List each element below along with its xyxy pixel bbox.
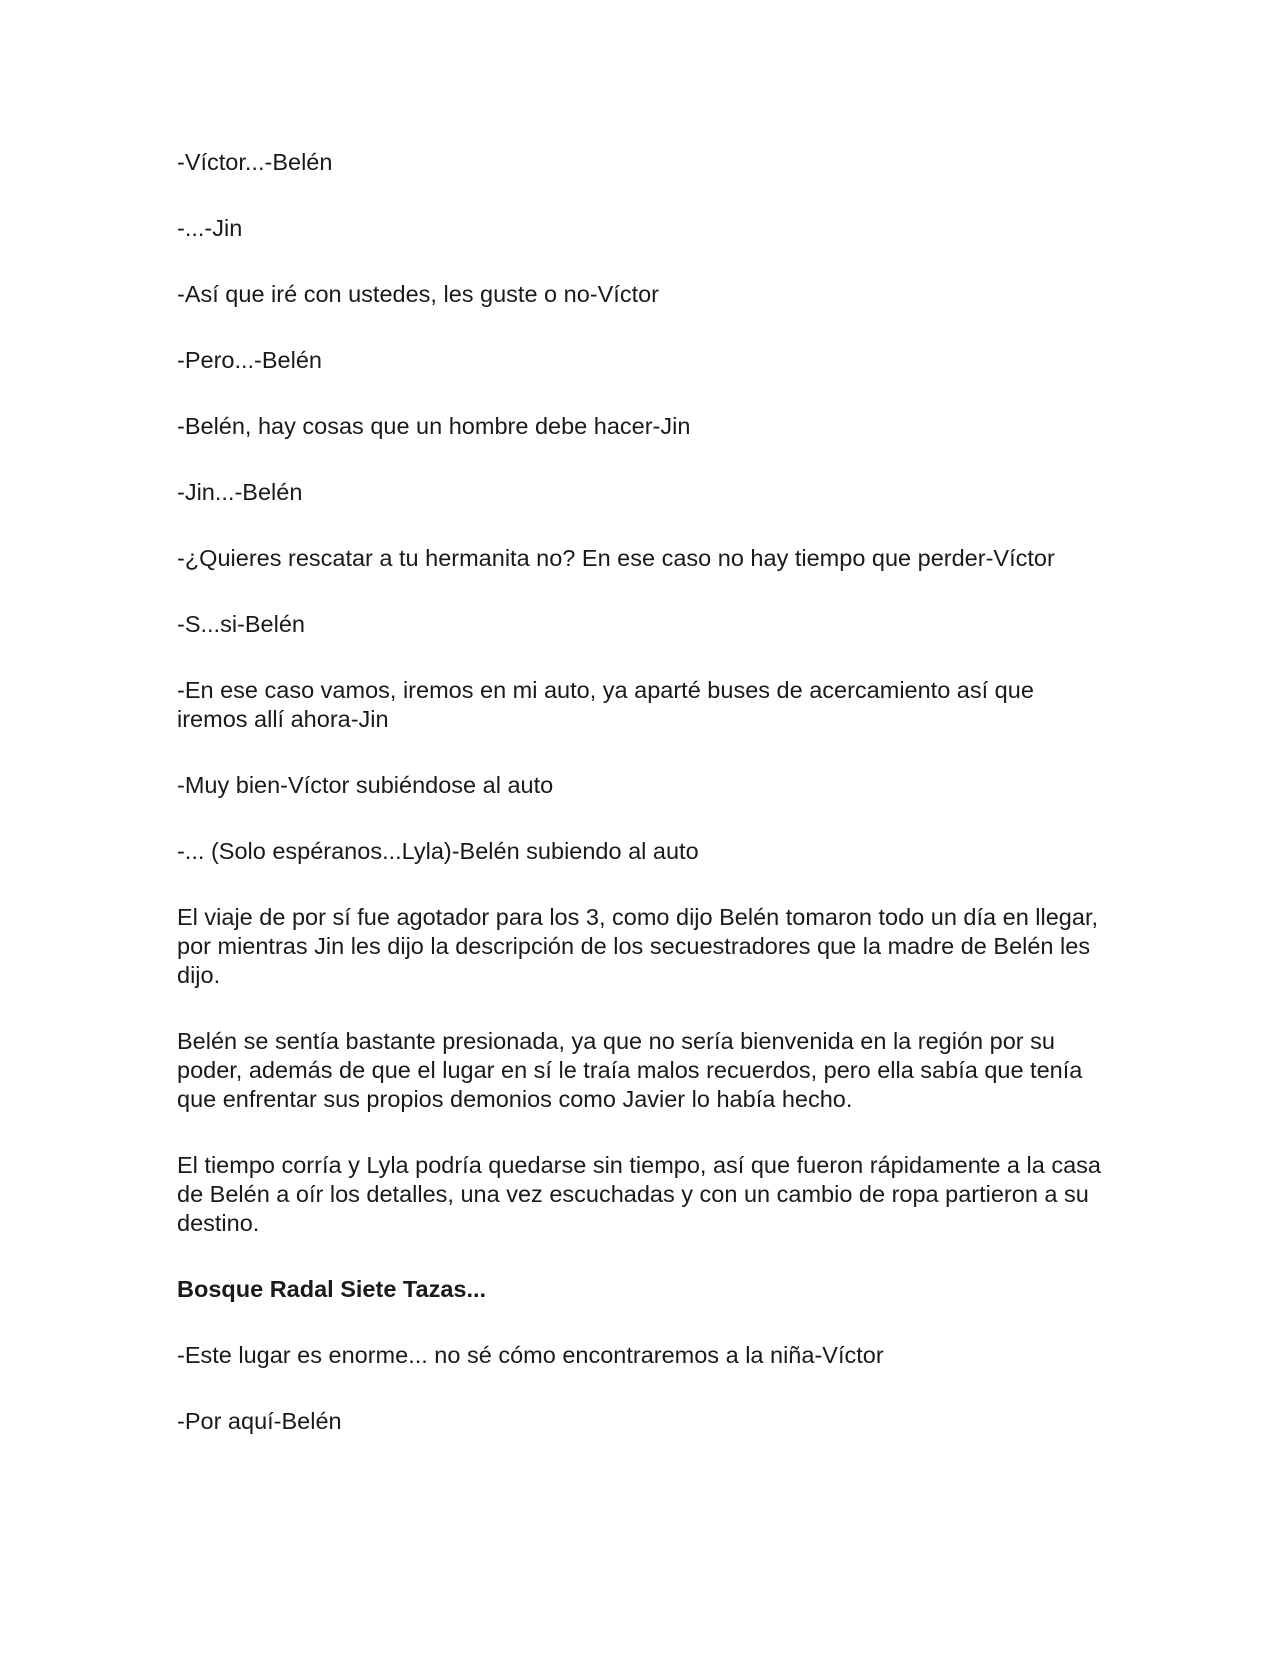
dialogue-line: -Pero...-Belén bbox=[177, 347, 322, 373]
dialogue-line: -Por aquí-Belén bbox=[177, 1408, 342, 1434]
narrative-paragraph: El tiempo corría y Lyla podría quedarse sin tiempo, así que fueron rápidamente a la casa de Belén a oír los detalles, una vez escuchadas y con un cambio de ropa partieron a su destino. bbox=[177, 1152, 1101, 1236]
dialogue-line: -... (Solo espéranos...Lyla)-Belén subiendo al auto bbox=[177, 838, 699, 864]
dialogue-line: -S...si-Belén bbox=[177, 611, 305, 637]
dialogue-line: -Muy bien-Víctor subiéndose al auto bbox=[177, 772, 554, 798]
dialogue-line: -...-Jin bbox=[177, 215, 243, 241]
scene-heading: Bosque Radal Siete Tazas... bbox=[177, 1276, 487, 1302]
document-body bbox=[177, 148, 1107, 1473]
dialogue-line: -Belén, hay cosas que un hombre debe hacer-Jin bbox=[177, 413, 691, 439]
narrative-paragraph: Belén se sentía bastante presionada, ya que no sería bienvenida en la región por su poder, además de que el lugar en sí le traía malos recuerdos, pero ella sabía que tenía que enfrentar sus propios demonios como Javier lo había hecho. bbox=[177, 1028, 1083, 1112]
dialogue-line: -¿Quieres rescatar a tu hermanita no? En ese caso no hay tiempo que perder-Víctor bbox=[177, 545, 1055, 571]
dialogue-line: -Víctor...-Belén bbox=[177, 149, 333, 175]
dialogue-line: -Así que iré con ustedes, les guste o no-Víctor bbox=[177, 281, 660, 307]
dialogue-line: -Jin...-Belén bbox=[177, 479, 303, 505]
narrative-paragraph: El viaje de por sí fue agotador para los 3, como dijo Belén tomaron todo un día en llegar, por mientras Jin les dijo la descripción de los secuestradores que la madre de Belén les dijo. bbox=[177, 904, 1098, 988]
dialogue-line: -En ese caso vamos, iremos en mi auto, ya aparté buses de acercamiento así que iremos allí ahora-Jin bbox=[177, 677, 1034, 732]
dialogue-line: -Este lugar es enorme... no sé cómo encontraremos a la niña-Víctor bbox=[177, 1342, 884, 1368]
